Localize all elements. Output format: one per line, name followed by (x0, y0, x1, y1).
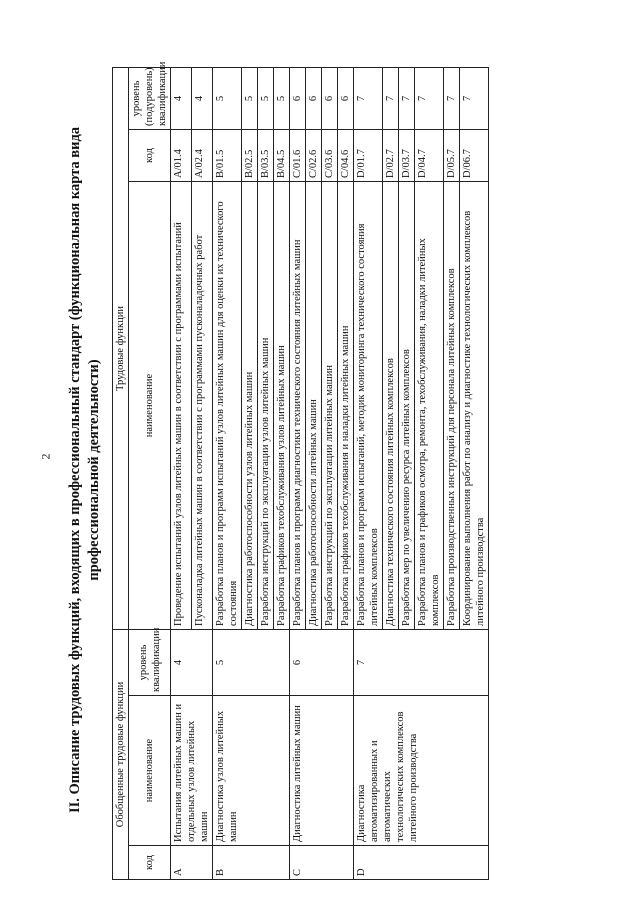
function-level: 5 (213, 67, 242, 129)
group-code: B (213, 846, 290, 880)
heading-line-1: II. Описание трудовых функций, входящих в профессиональный стандарт (функциональная карта вида (67, 126, 83, 814)
function-level: 7 (415, 67, 444, 129)
function-name: Разработка производственных инструкций для персонала литейных комплексов (444, 182, 460, 630)
function-code: A/02.4 (192, 130, 213, 182)
function-level: 5 (274, 67, 290, 129)
function-code: D/03.7 (399, 130, 415, 182)
function-code: B/03.5 (258, 130, 274, 182)
function-name: Разработка планов и программ испытаний, методик мониторинга технического состояния литейных комплексов (354, 182, 383, 630)
group-name: Диагностика узлов литейных машин (213, 696, 290, 846)
function-code: D/05.7 (444, 130, 460, 182)
function-name: Разработка инструкций по эксплуатации литейных машин (322, 182, 338, 630)
group-name: Диагностика автоматизированных и автоматических технологических комплексов литейного производства (354, 696, 489, 846)
section-heading (60, 60, 104, 880)
function-level: 4 (192, 67, 213, 129)
function-name: Разработка мер по увеличению ресурса литейных комплексов (399, 182, 415, 630)
table-row (354, 67, 383, 879)
function-code: C/02.6 (306, 130, 322, 182)
function-code: D/06.7 (460, 130, 489, 182)
function-name: Разработка графиков техобслуживания узлов литейных машин (274, 182, 290, 630)
header-generalized-functions: Обобщенные трудовые функции (113, 630, 129, 880)
function-name: Разработка планов и программ испытаний узлов литейных машин для оценки их технического состояния (213, 182, 242, 630)
function-level: 5 (242, 67, 258, 129)
function-name: Разработка планов и графиков осмотра, ремонта, техобслуживания, наладки литейных комплексов (415, 182, 444, 630)
function-level: 7 (383, 67, 399, 129)
heading-line-2: профессиональной деятельности) (86, 359, 102, 581)
function-level: 6 (338, 67, 354, 129)
header-function-level: уровень (подуровень) квалификации (129, 67, 171, 129)
group-level: 6 (290, 630, 354, 696)
function-level: 7 (399, 67, 415, 129)
function-name: Пусконаладка литейных машин в соответствии с программами пусконаладочных работ (192, 182, 213, 630)
function-level: 7 (354, 67, 383, 129)
function-code: D/04.7 (415, 130, 444, 182)
function-level: 6 (306, 67, 322, 129)
function-level: 7 (460, 67, 489, 129)
table-row (213, 67, 242, 879)
function-code: D/02.7 (383, 130, 399, 182)
function-name: Координирование выполнения работ по анализу и диагностике технологических комплексов литейного производства (460, 182, 489, 630)
page-number: 2 (38, 453, 53, 460)
function-code: C/01.6 (290, 130, 306, 182)
function-name: Разработка инструкций по эксплуатации узлов литейных машин (258, 182, 274, 630)
function-level: 4 (171, 67, 192, 129)
header-function-name: наименование (129, 182, 171, 630)
header-qualification-level: уровень квалификации (129, 630, 171, 696)
function-name: Диагностика работоспособности литейных машин (306, 182, 322, 630)
function-code: B/01.5 (213, 130, 242, 182)
function-level: 5 (258, 67, 274, 129)
group-level: 5 (213, 630, 290, 696)
group-code: A (171, 846, 213, 880)
function-code: D/01.7 (354, 130, 383, 182)
functional-map-table (112, 61, 489, 880)
function-level: 6 (290, 67, 306, 129)
group-code: C (290, 846, 354, 880)
function-name: Проведение испытаний узлов литейных машин в соответствии с программами испытаний (171, 182, 192, 630)
group-code: D (354, 846, 489, 880)
table-body (171, 67, 489, 879)
header-code: код (129, 846, 171, 880)
function-name: Диагностика технического состояния литейных комплексов (383, 182, 399, 630)
function-level: 6 (322, 67, 338, 129)
function-code: B/02.5 (242, 130, 258, 182)
function-code: B/04.5 (274, 130, 290, 182)
header-labor-functions: Трудовые функции (113, 67, 129, 629)
header-name: наименование (129, 696, 171, 846)
function-name: Разработка планов и программ диагностики технического состояния литейных машин (290, 182, 306, 630)
table-row (171, 67, 192, 879)
table-row (290, 67, 306, 879)
group-level: 7 (354, 630, 489, 696)
group-name: Диагностика литейных машин (290, 696, 354, 846)
function-name: Диагностика работоспособности узлов литейных машин (242, 182, 258, 630)
group-level: 4 (171, 630, 213, 696)
header-function-code: код (129, 130, 171, 182)
function-level: 7 (444, 67, 460, 129)
group-name: Испытания литейных машин и отдельных узлов литейных машин (171, 696, 213, 846)
function-code: C/03.6 (322, 130, 338, 182)
rotated-page-content (60, 60, 620, 880)
function-code: C/04.6 (338, 130, 354, 182)
function-code: A/01.4 (171, 130, 192, 182)
function-name: Разработка графиков техобслуживания и наладки литейных машин (338, 182, 354, 630)
